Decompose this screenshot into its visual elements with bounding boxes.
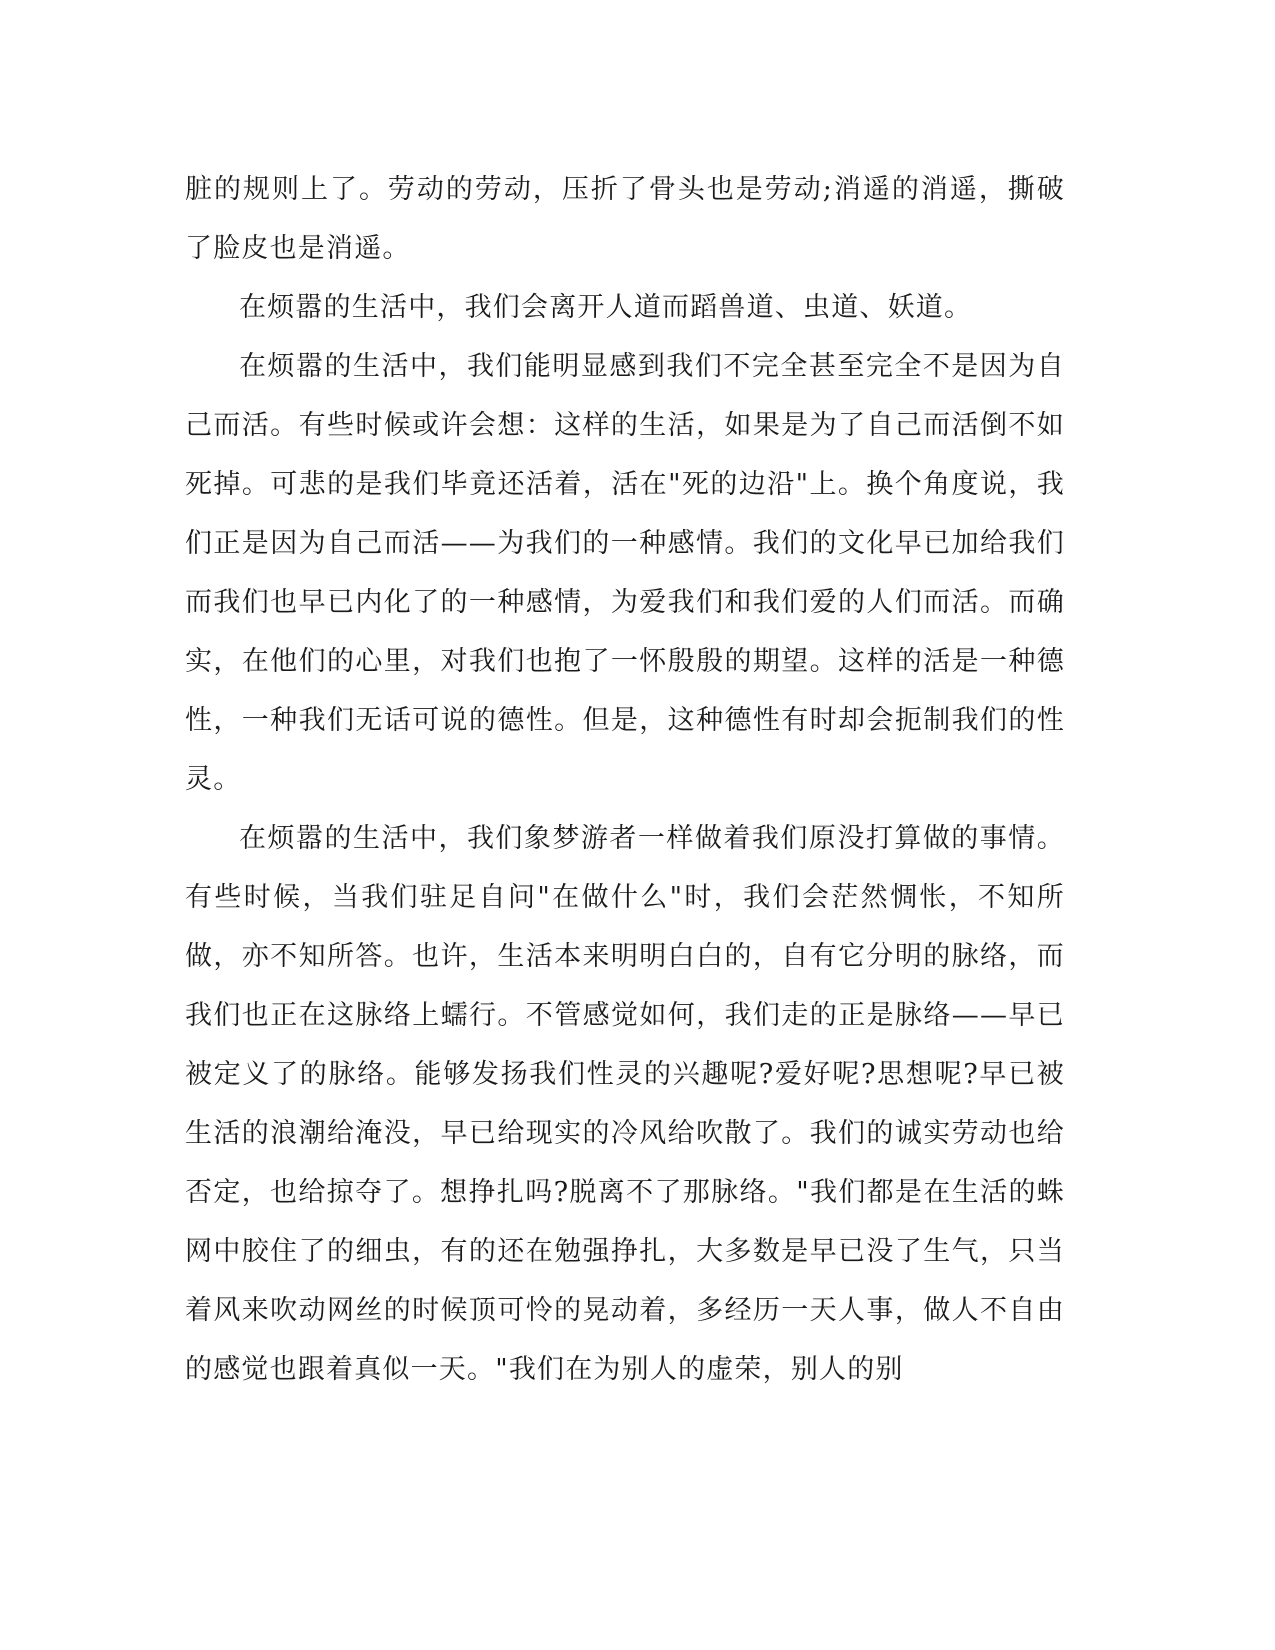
paragraph: 在烦嚣的生活中，我们能明显感到我们不完全甚至完全不是因为自己而活。有些时候或许会想：这样的生活，如果是为了自己而活倒不如死掉。可悲的是我们毕竟还活着，活在"死的边沿"上。换个角度说，我们正是因为自己而活——为我们的一种感情。我们的文化早已加给我们而我们也早已内化了的一种感情，为爱我们和我们爱的人们而活。而确实，在他们的心里，对我们也抱了一怀殷殷的期望。这样的活是一种德性，一种我们无话可说的德性。但是，这种德性有时却会扼制我们的性灵。 xyxy=(185,351,1065,795)
paragraph-continuation: 脏的规则上了。劳动的劳动，压折了骨头也是劳动;消遥的消遥，撕破了脸皮也是消遥。 xyxy=(185,174,1065,264)
body-text xyxy=(185,160,1065,1399)
paragraph: 在烦嚣的生活中，我们象梦游者一样做着我们原没打算做的事情。有些时候，当我们驻足自问"在做什么"时，我们会茫然惆怅，不知所做，亦不知所答。也许，生活本来明明白白的，自有它分明的脉络，而我们也正在这脉络上蠕行。不管感觉如何，我们走的正是脉络——早已被定义了的脉络。能够发扬我们性灵的兴趣呢?爱好呢?思想呢?早已被生活的浪潮给淹没，早已给现实的冷风给吹散了。我们的诚实劳动也给否定，也给掠夺了。想挣扎吗?脱离不了那脉络。"我们都是在生活的蛛网中胶住了的细虫，有的还在勉强挣扎，大多数是早已没了生气，只当着风来吹动网丝的时候顶可怜的晃动着，多经历一天人事，做人不自由的感觉也跟着真似一天。"我们在为别人的虚荣，别人的别 xyxy=(185,823,1065,1385)
paragraph: 在烦嚣的生活中，我们会离开人道而蹈兽道、虫道、妖道。 xyxy=(239,292,973,323)
